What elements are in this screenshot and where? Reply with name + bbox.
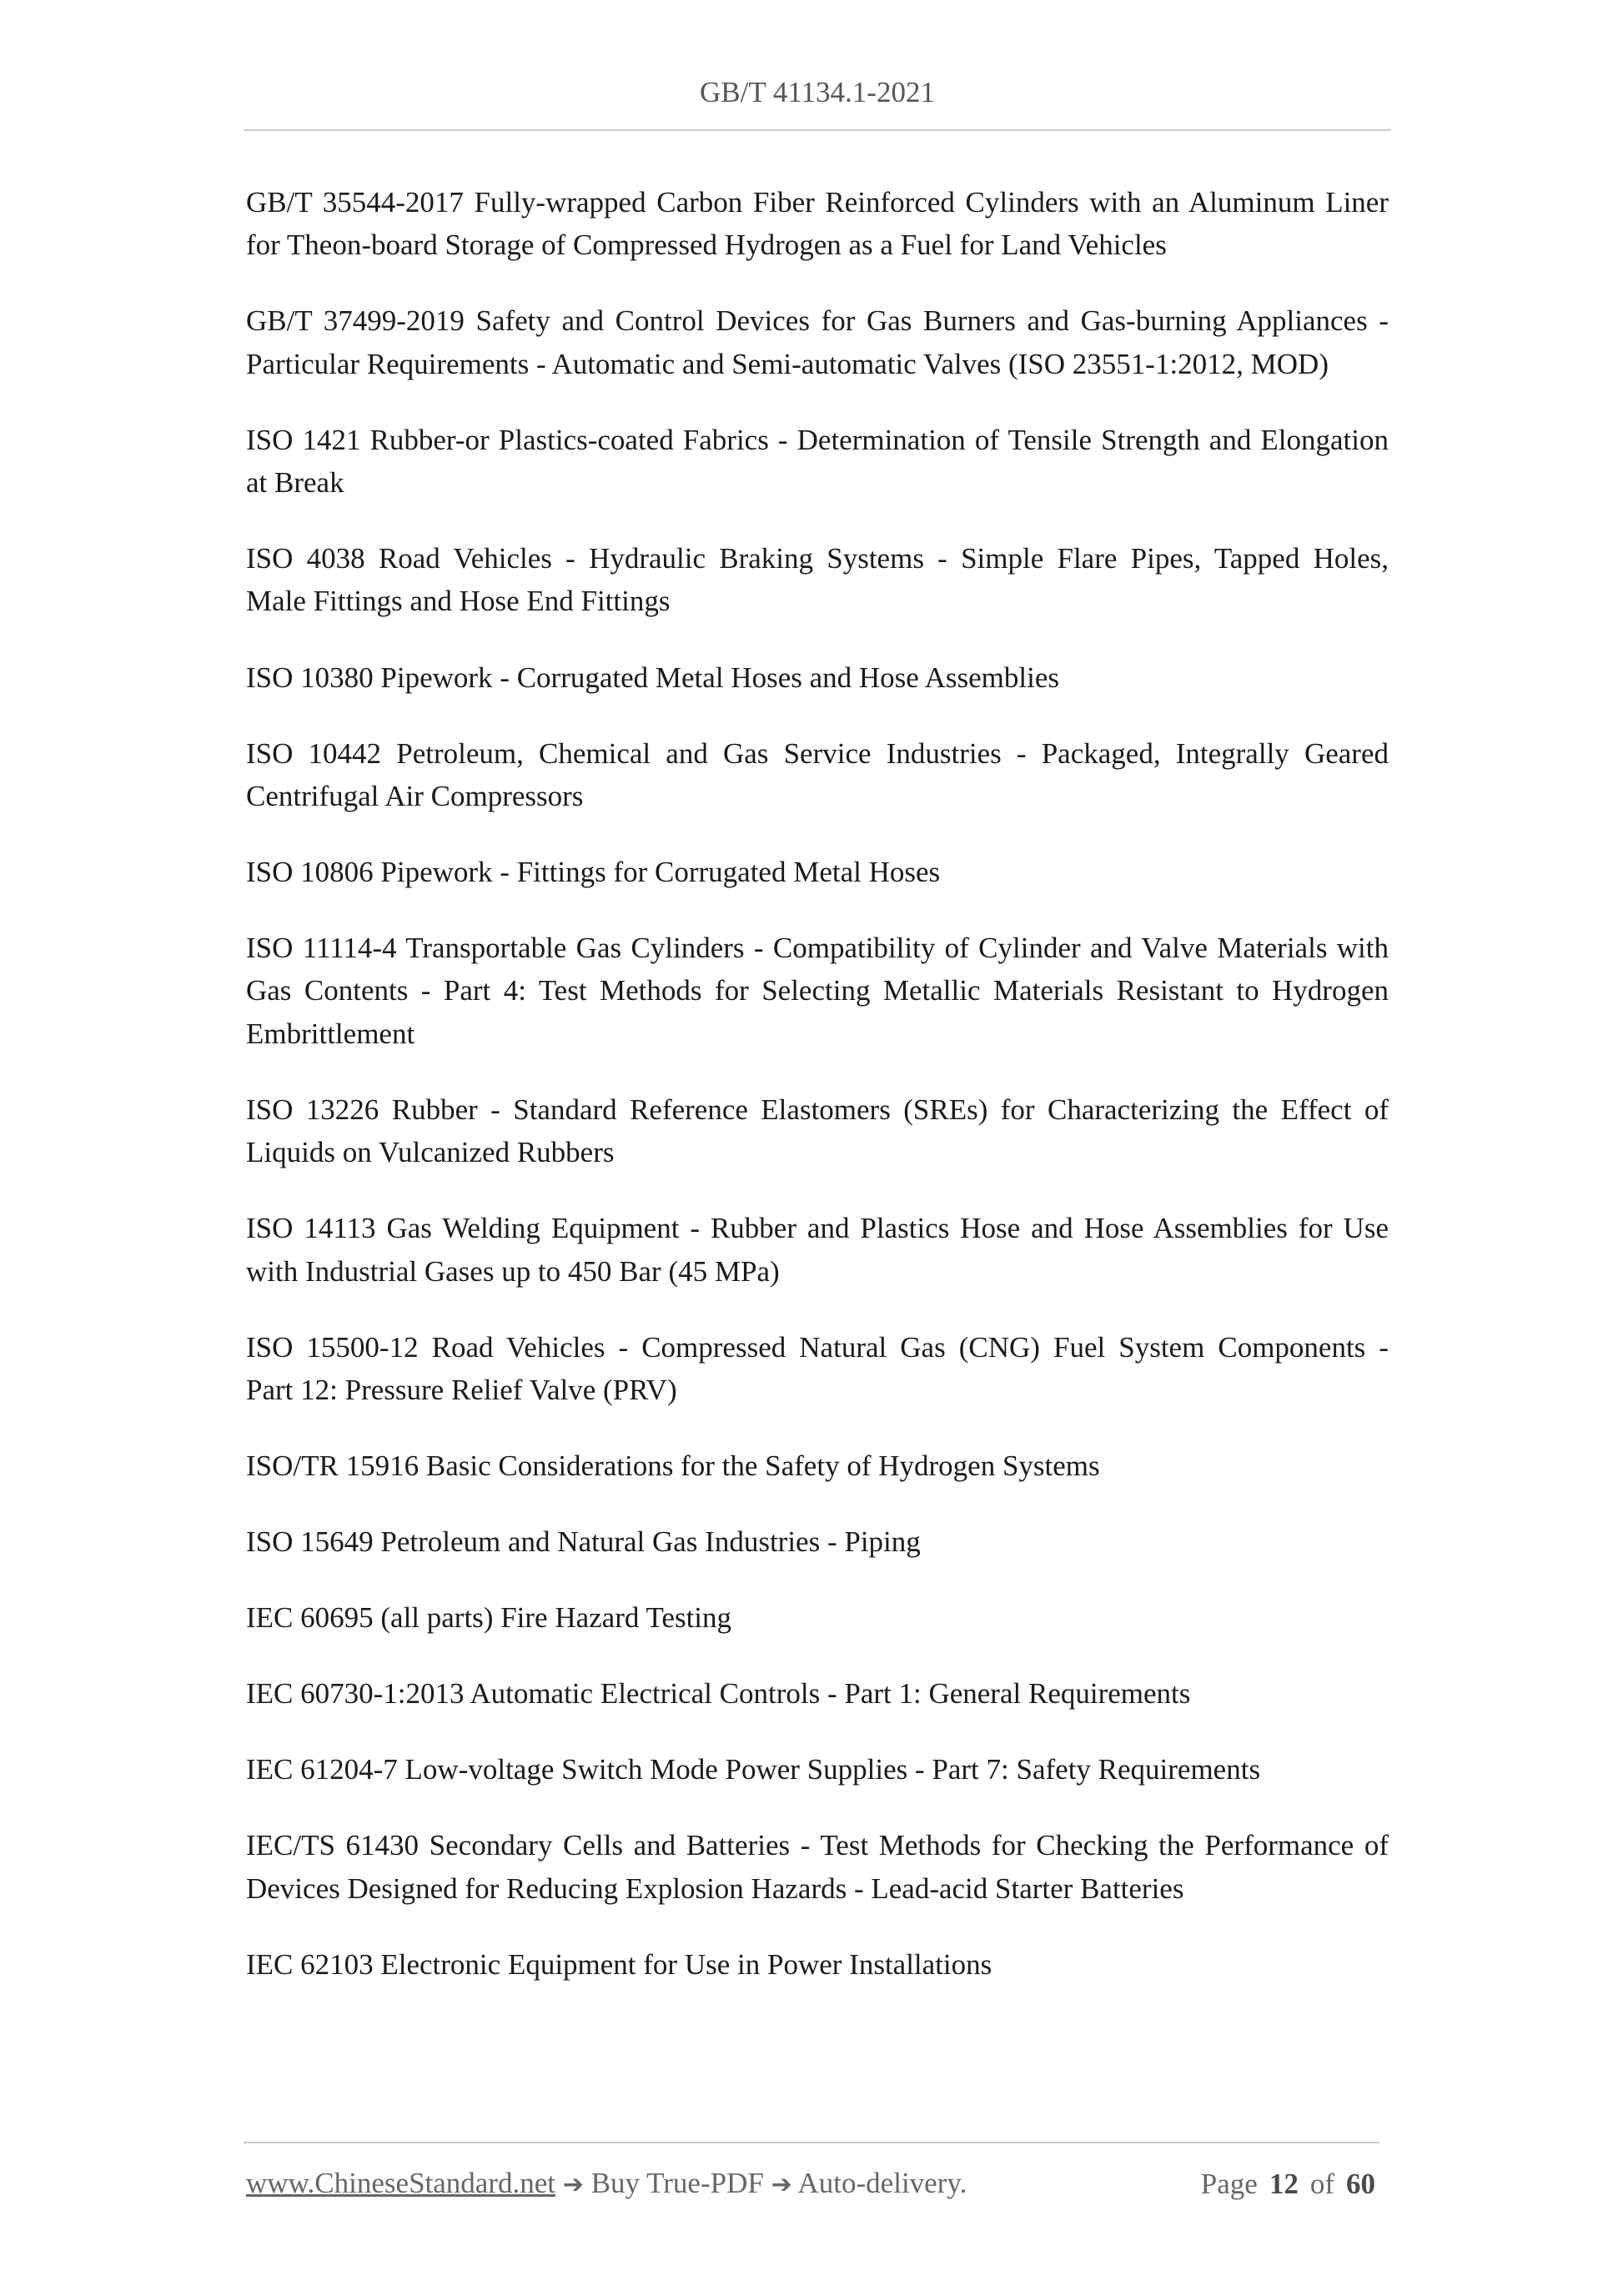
reference-line: GB/T 35544-2017 Fully-wrapped Carbon Fiber Reinforced Cylinders with an Aluminum Liner bbox=[246, 186, 1389, 219]
reference-line: Particular Requirements - Automatic and Semi-automatic Valves (ISO 23551-1:2012, MOD) bbox=[246, 347, 1329, 380]
footer-divider bbox=[244, 2142, 1379, 2143]
reference-line: ISO 10442 Petroleum, Chemical and Gas Service Industries - Packaged, Integrally Geared bbox=[246, 736, 1389, 770]
site-link[interactable]: www.ChineseStandard.net bbox=[246, 2167, 555, 2199]
reference-entry bbox=[246, 299, 1389, 385]
auto-delivery-text: Auto-delivery. bbox=[797, 2167, 967, 2199]
normative-references-list bbox=[246, 181, 1389, 2019]
reference-entry bbox=[246, 1326, 1389, 1412]
reference-line: IEC 60695 (all parts) Fire Hazard Testing bbox=[246, 1601, 732, 1635]
reference-line: IEC/TS 61430 Secondary Cells and Batteries - Test Methods for Checking the Performance of bbox=[246, 1829, 1389, 1862]
reference-entry bbox=[246, 1520, 1389, 1563]
reference-entry bbox=[246, 181, 1389, 267]
right-arrow-icon: ➔ bbox=[562, 2170, 584, 2199]
page-indicator bbox=[1201, 2165, 1375, 2203]
reference-line: at Break bbox=[246, 466, 344, 500]
reference-entry bbox=[246, 1672, 1389, 1715]
reference-entry bbox=[246, 1824, 1389, 1910]
reference-line: IEC 60730-1:2013 Automatic Electrical Controls - Part 1: General Requirements bbox=[246, 1677, 1191, 1711]
buy-pdf-text: Buy True-PDF bbox=[590, 2167, 764, 2199]
reference-entry bbox=[246, 537, 1389, 623]
reference-line: IEC 62103 Electronic Equipment for Use in Power Installations bbox=[246, 1947, 992, 1981]
reference-line: Centrifugal Air Compressors bbox=[246, 779, 584, 812]
reference-entry bbox=[246, 1088, 1389, 1174]
reference-entry bbox=[246, 1596, 1389, 1639]
reference-line: Embrittlement bbox=[246, 1017, 415, 1050]
reference-line: ISO 15649 Petroleum and Natural Gas Industries - Piping bbox=[246, 1525, 921, 1559]
reference-entry bbox=[246, 1444, 1389, 1487]
reference-line: Gas Contents - Part 4: Test Methods for Selecting Metallic Materials Resistant to Hydrogen bbox=[246, 974, 1389, 1007]
of-label: of bbox=[1309, 2168, 1334, 2200]
reference-line: ISO 4038 Road Vehicles - Hydraulic Braking Systems - Simple Flare Pipes, Tapped Holes, bbox=[246, 542, 1389, 575]
reference-entry bbox=[246, 927, 1389, 1055]
reference-line: Male Fittings and Hose End Fittings bbox=[246, 585, 671, 618]
reference-entry bbox=[246, 851, 1389, 893]
reference-entry bbox=[246, 656, 1389, 699]
reference-line: ISO 10380 Pipework - Corrugated Metal Hoses and Hose Assemblies bbox=[246, 661, 1060, 694]
reference-line: ISO 15500-12 Road Vehicles - Compressed Natural Gas (CNG) Fuel System Components - bbox=[246, 1330, 1389, 1364]
reference-line: ISO 13226 Rubber - Standard Reference Elastomers (SREs) for Characterizing the Effect of bbox=[246, 1093, 1389, 1126]
reference-entry bbox=[246, 732, 1389, 818]
total-page-count: 60 bbox=[1346, 2168, 1375, 2200]
document-number-header: GB/T 41134.1-2021 bbox=[700, 76, 935, 108]
current-page-number: 12 bbox=[1269, 2168, 1299, 2200]
reference-entry bbox=[246, 1943, 1389, 1986]
reference-line: GB/T 37499-2019 Safety and Control Devices for Gas Burners and Gas-burning Appliances - bbox=[246, 304, 1389, 338]
reference-line: ISO/TR 15916 Basic Considerations for the Safety of Hydrogen Systems bbox=[246, 1449, 1100, 1482]
page-footer bbox=[246, 2164, 1375, 2204]
reference-line: Devices Designed for Reducing Explosion Hazards - Lead-acid Starter Batteries bbox=[246, 1871, 1184, 1905]
reference-entry bbox=[246, 1748, 1389, 1791]
reference-line: Liquids on Vulcanized Rubbers bbox=[246, 1136, 615, 1169]
reference-entry bbox=[246, 1207, 1389, 1293]
reference-line: for Theon-board Storage of Compressed Hydrogen as a Fuel for Land Vehicles bbox=[246, 229, 1167, 262]
reference-line: ISO 10806 Pipework - Fittings for Corrugated Metal Hoses bbox=[246, 856, 941, 889]
footer-promo bbox=[246, 2164, 967, 2204]
reference-line: Part 12: Pressure Relief Valve (PRV) bbox=[246, 1373, 677, 1406]
reference-line: IEC 61204-7 Low-voltage Switch Mode Power Supplies - Part 7: Safety Requirements bbox=[246, 1753, 1261, 1786]
reference-line: ISO 11114-4 Transportable Gas Cylinders - Compatibility of Cylinder and Valve Materials with bbox=[246, 932, 1389, 965]
page-label: Page bbox=[1200, 2168, 1258, 2200]
right-arrow-icon: ➔ bbox=[771, 2170, 792, 2199]
reference-line: ISO 1421 Rubber-or Plastics-coated Fabrics - Determination of Tensile Strength and Elongation bbox=[246, 423, 1389, 456]
reference-line: with Industrial Gases up to 450 Bar (45 MPa) bbox=[246, 1254, 780, 1288]
header-divider bbox=[244, 129, 1391, 131]
reference-entry bbox=[246, 419, 1389, 505]
reference-line: ISO 14113 Gas Welding Equipment - Rubber and Plastics Hose and Hose Assemblies for Use bbox=[246, 1212, 1389, 1245]
